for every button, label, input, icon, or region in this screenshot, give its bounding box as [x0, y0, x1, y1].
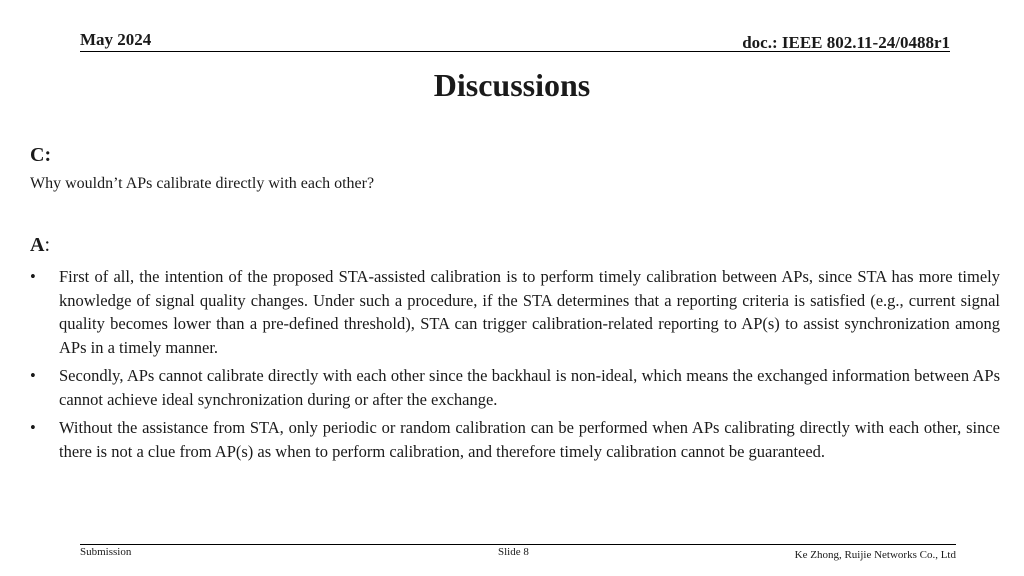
question-label: C:: [30, 144, 52, 166]
question-text: Why wouldn’t APs calibrate directly with each other?: [30, 175, 375, 192]
footer-divider: [80, 544, 956, 545]
bullet-icon: •: [30, 267, 36, 286]
slide-title: Discussions: [433, 67, 591, 103]
bullet-icon: •: [30, 366, 36, 385]
answer-bullet-2: [30, 364, 1000, 411]
bullet-icon: •: [30, 418, 36, 437]
bullet-text: Secondly, APs cannot calibrate directly with each other since the backhaul is non-ideal, which means the exchanged information between APs cannot achieve ideal synchronization during or after the exchange.: [59, 366, 1000, 409]
answer-colon: :: [44, 234, 51, 256]
header-date: May 2024: [80, 30, 152, 49]
answer-bullet-3: [30, 416, 1000, 463]
answer-label: [30, 234, 50, 257]
answer-bullet-list: [30, 265, 1000, 468]
header-divider: [80, 51, 950, 52]
bullet-text: Without the assistance from STA, only periodic or random calibration can be performed when APs calibrating directly with each other, since there is not a clue from AP(s) as when to perform calibration, and therefore timely calibration cannot be guaranteed.: [59, 418, 1000, 461]
answer-letter: A: [30, 234, 45, 256]
footer-author: Ke Zhong, Ruijie Networks Co., Ltd: [794, 549, 956, 561]
bullet-text: First of all, the intention of the proposed STA-assisted calibration is to perform timely calibration between APs, since STA has more timely knowledge of signal quality changes. Under such a procedure, if the STA determines that a reporting criteria is satisfied (e.g., current signal quality becomes lower than a pre-defined threshold), STA can trigger calibration-related reporting to AP(s) to assist synchronization among APs in a timely manner.: [59, 267, 1000, 357]
answer-bullet-1: [30, 265, 1000, 359]
header-doc-id: doc.: IEEE 802.11-24/0488r1: [742, 33, 950, 52]
footer-slide-number: Slide 8: [498, 546, 529, 558]
footer-submission: Submission: [80, 546, 132, 558]
